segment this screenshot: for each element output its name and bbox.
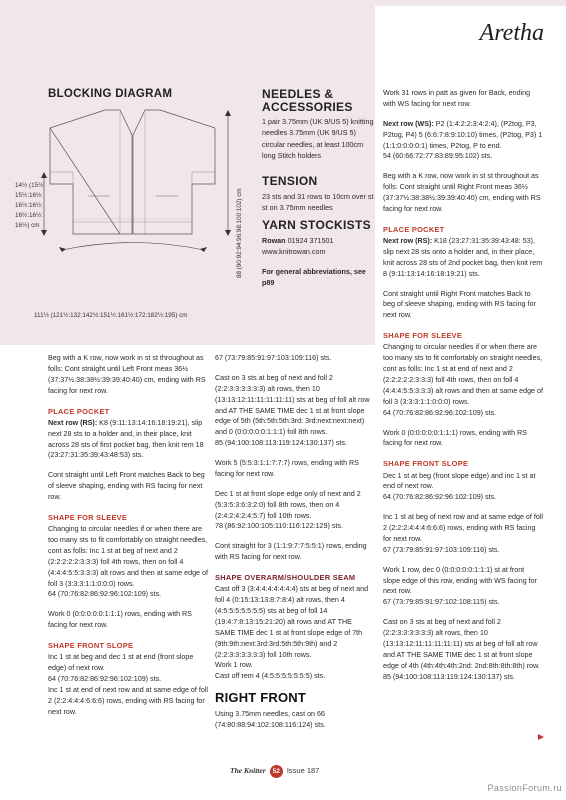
col2-p6: 78 (86:92:100:105:110:116:122:129) sts. [215,522,343,531]
col3-p5-lead: Next row (RS): [383,237,433,245]
col3-p16: Cast on 3 sts at beg of next and foll 2 (2:2:3:3:3:3:3:3) alt rows, then 10 (13:13:12:11:11:11:11:11) sts at beg of foll alt row and AT THE SAME TIME dec 1 st at front slope edge of 4th (4th:4th:4th:2nd: 2nd:8th:8th:8th) row. [383,618,540,670]
side-measure-3: 16½:16½: [15,202,44,209]
issue-number: Issue 187 [286,766,320,775]
side-measure-5: 16½) cm [15,222,40,229]
col1-p7: Inc 1 st at beg and dec 1 st at end (front slope edge) of next row. [48,653,194,673]
col2-p1: 67 (73:79:85:91:97:103:109:116) sts. [215,354,332,362]
col3-p2-text: P2 (1:4:2:2:3:4:2:4), (P2tog, P3, P2tog, P4) 5 (6:6:7:8:9:10:10) times, (P2tog, P3) 1 (1:1:0:0:0:0:1) times, P2tog, P to end. [383,119,543,150]
page-number: 52 [270,765,283,778]
needles-accessories-section [262,88,374,161]
yarn-stockists-section [262,219,374,257]
side-measure-4: 16½:16½: [15,212,44,219]
watermark: PassionForum.ru [487,783,562,793]
col3-heading-sleeve: SHAPE FOR SLEEVE [383,331,463,341]
col3-heading-front-slope: SHAPE FRONT SLOPE [383,459,469,469]
col3-p9: Work 0 (0:0:0:0:0:1:1:1) rows, ending with RS facing for next row. [383,428,527,448]
col1-heading-place-pocket: PLACE POCKET [48,406,110,416]
side-measure-1: 14½ (15½: [15,182,46,189]
blocking-diagram-heading: BLOCKING DIAGRAM [48,88,173,100]
side-measure-2: 15½:16½: [15,192,44,199]
col1-p8: 64 (70:76:82:86:92:96:102:109) sts. [48,675,162,683]
col3-p2 [383,119,543,152]
stockists-web[interactable]: www.knitrowan.com [262,246,326,256]
col2-p10: Cast off rem 4 (4:5:5:5:5:5:5:5) sts. [215,672,326,681]
needles-heading-2: ACCESSORIES [262,99,353,114]
col3-p13: 67 (73:79:85:91:97:103:109:116) sts. [383,545,500,554]
abbreviations-note: For general abbreviations, see p89 [262,267,366,288]
col3-p8: 64 (70:76:82:86:92:96:102:109) sts. [383,408,497,417]
col3-p6: Cont straight until Right Front matches Back to beg of sleeve shaping, ending with RS facing for next row. [383,289,536,320]
magazine-name: The Knitter [230,766,266,775]
col3-p14: Work 1 row, dec 0 (0:0:0:0:0:1:1:1) st at front slope edge of this row, ending with WS facing for next row. [383,565,538,596]
col1-p2-text: K8 (9:11:13:14:16:18:19:21), slip next 28 sts to a holder and, in their place, knit across 28 sts of first pocket bag, then knit rem 18 (23:27:31:35:39:43:48:53) sts. [48,418,204,460]
width-curve [62,243,204,251]
col1-p1: Beg with a K row, now work in st st throughout as folls: Cont straight until Left Front meas 36½ (37:37½:38:38½:39:39:40:40) cm, ending with RS facing for next row. [48,354,206,395]
col2-p8: Cast off 3 (3:4:4:4:4:4:4:4) sts at beg of next and foll 4 (0:15:13:13:8:7:8:4) alt rows, then 4 (4:5:5:5:5:5:5:5) sts at beg of foll 14 (19:4:7:8:13:15:21:20) alt rows and AT THE SAME TIME dec 1 st at front slope edge of 7th (9th:9th:next:3rd:3rd:5th:5th:9th) and 2 (2:2:3:3:3:3:3:3) foll 10th rows. [215,585,369,659]
col3-p7: Changing to circular needles if or when there are too many sts to fit comfortably on straight needles, cont as folls: Inc 1 st at end of next and 2 (2:2:2:2:2:3:3:3) foll 4th rows, then on foll 4 (4:4:4:5:5:3:3:3) alt rows and then at same edge of foll 3 (3:3:3:1:1:0:0:0) rows. [383,343,543,406]
pattern-title: Aretha [479,20,544,46]
right-cuff [192,172,215,184]
col3-p5 [383,236,543,280]
col1-p2 [48,418,208,462]
col3-p2-lead: Next row (WS): [383,119,434,128]
col2-p5: Dec 1 st at front slope edge only of next and 2 (5:3:5:3:6:3:2:0) foll 8th rows, then on 4 (2:4:2:4:2:4:5:7) foll 10th rows. [215,489,361,520]
col2-heading-right-front: RIGHT FRONT [215,690,307,706]
col1-p3: Cont straight until Left Front matches Back to beg of sleeve shaping, ending with RS facing for next row. [48,471,205,501]
blocking-diagram [0,100,262,330]
col3-p10: Dec 1 st at beg (front slope edge) and inc 1 st at end of next row. [383,471,536,491]
col3-p15: 67 (73:79:85:91:97:102:108:115) sts. [383,598,500,607]
col1-p9: Inc 1 st at end of next row and at same edge of foll 2 (2:2:4:4:4:6:6:6) rows, ending with RS facing for next row. [48,685,208,716]
col2-p4: Work 5 (5:5:3:1:1:7:7:7) rows, ending with RS facing for next row. [215,459,359,478]
col3-p17: 85 (94:100:108:113:119:124:130:137) sts. [383,672,515,681]
col2-p11: Using 3.75mm needles, cast on 66 (74:80:88:94:102:108:116:124) sts. [215,709,326,729]
page-footer [230,765,319,778]
tension-section [262,175,374,213]
col1-p6: Work 0 (0:0:0:0:0:1:1:1) rows, ending with RS facing for next row. [48,610,192,630]
length-measure: 88 (90:92:94:96:98:100:102) cm [236,188,243,278]
needles-heading-1: NEEDLES & [262,87,334,101]
col2-p9: Work 1 row. [215,661,253,670]
left-cuff [50,172,73,184]
tension-text: 23 sts and 31 rows to 10cm over st st on 3.75mm needles [262,191,374,212]
col3-p1: Work 31 rows in patt as given for Back, ending with WS facing for next row. [383,89,531,108]
column-left-front [48,353,208,727]
needles-text: 1 pair 3.75mm (UK 9/US 5) knitting needles 3.75mm (UK 9/US 5) circular needles, at least 100cm long Stitch holders [262,117,374,160]
col1-p5: 64 (70:76:82:86:92:96:102:109) sts. [48,590,162,599]
tension-heading: TENSION [262,174,318,188]
column-right-front [383,88,543,691]
col3-p12: Inc 1 st at beg of next row and at same edge of foll 2 (2:2:2:4:4:4:6:6:6) rows, ending with RS facing for next row. [383,513,543,543]
col1-p4: Changing to circular needles if or when there are too many sts to fit comfortably on straight needles, cont as folls: Inc 1 st at beg of next and 2 (2:2:2:2:2:3:3:3) foll 4th rows, then on foll 4 (4:4:4:5:5:3:3:3) alt rows and then at same edge of foll 3 (3:3:3:1:1:0:0:0) rows. [48,525,208,588]
stockists-brand: Rowan [262,235,286,245]
header-strip [375,0,566,6]
stockists-line [262,235,374,246]
col1-p2-lead: Next row (RS): [48,418,98,427]
continue-arrow-icon [538,734,544,740]
col1-heading-sleeve: SHAPE FOR SLEEVE [48,512,128,522]
col3-p11: 64 (70:76:82:86:92:96:102:109) sts. [383,493,497,502]
stockists-phone: 01924 371501 [287,235,334,245]
col3-p5-text: K18 (23:27:31:35:39:43:48: 53), slip next 28 sts onto a holder and, in their place, knit across 28 sts of 2nd pocket bag, then knit rem 8 (9:11:13:14:16:18:19:21) sts. [383,237,543,278]
col2-p3: 85 (94:100:108:113:119:124:130:137) sts. [215,439,347,448]
col2-p7: Cont straight for 3 (1:1:9:7:7:5:5:1) rows, ending with RS facing for next row. [215,542,367,562]
stockists-heading: YARN STOCKISTS [262,218,371,232]
col2-heading-overarm: SHAPE OVERARM/SHOULDER SEAM [215,573,356,582]
col3-heading-place-pocket: PLACE POCKET [383,224,445,234]
col3-p3: 54 (60:66:72:77:83:89:95:102) sts. [383,152,493,161]
width-measure: 111½ (121½:132:142½:151½:161½:172:182½:195) cm [34,312,188,319]
col1-heading-front-slope: SHAPE FRONT SLOPE [48,641,134,650]
column-middle [215,353,370,740]
col3-p4: Beg with a K row, now work in st st throughout as folls: Cont straight until Right Front meas 36½ (37:37½:38:38½:39:39:40:40) cm, ending with RS facing for next row. [383,172,541,213]
col2-p2: Cast on 3 sts at beg of next and foll 2 (2:2:3:3:3:3:3:3) alt rows, then 10 (13:13:12:11:11:11:11:11) sts at beg of foll alt row and AT THE SAME TIME dec 1 st at front slope edge of 5th (5th:5th:5th:3rd: 3rd:next:next:next) and 0 (0:0:0:0:0:1:1:1) foll 8th rows. [215,373,370,437]
